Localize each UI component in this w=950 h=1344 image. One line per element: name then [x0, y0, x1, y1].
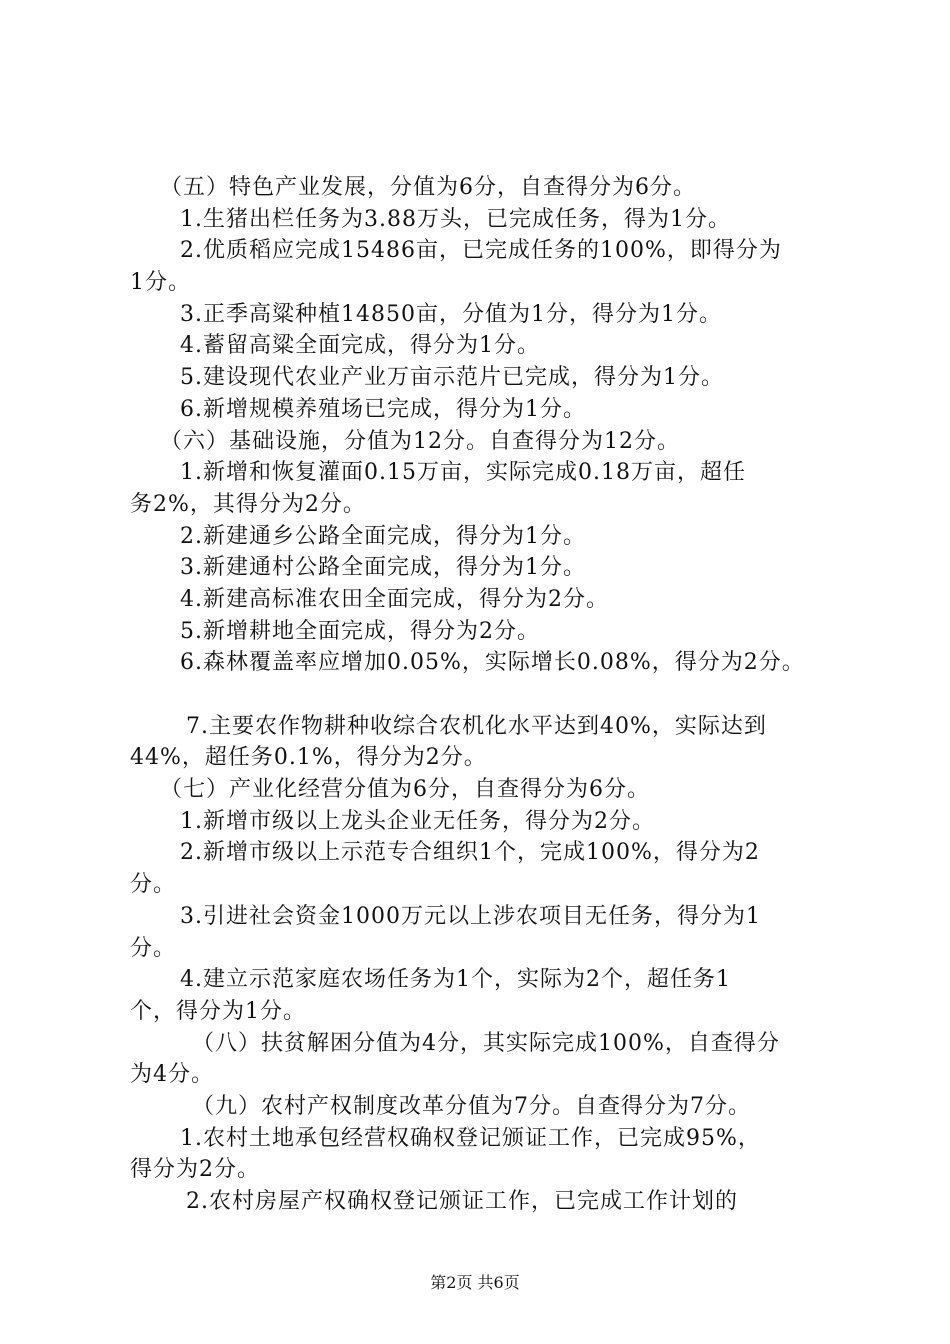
list-item: 4.蓄留高粱全面完成，得分为1分。 [180, 333, 540, 359]
list-item: 2.农村房屋产权确权登记颁证工作，已完成工作计划的 [186, 1189, 738, 1214]
blank-line [130, 679, 830, 711]
list-item: 4.新建高标准农田全面完成，得分为2分。 [180, 586, 609, 612]
list-item: 1.新增和恢复灌面0.15万亩，实际完成0.18万亩，超任 [180, 460, 746, 486]
list-item: 2.优质稻应完成15486亩，已完成任务的100%，即得分为 [180, 238, 782, 264]
list-item-continuation: 1分。 [130, 270, 191, 296]
document-body [130, 172, 830, 1218]
list-item: 3.新建通村公路全面完成，得分为1分。 [180, 555, 586, 581]
list-item-continuation: 分。 [130, 872, 177, 898]
list-item: 5.建设现代农业产业万亩示范片已完成，得分为1分。 [180, 365, 724, 391]
section-heading-continuation: 为4分。 [130, 1062, 214, 1088]
list-item-continuation: 个，得分为1分。 [130, 998, 306, 1024]
section-heading: （六）基础设施，分值为12分。自查得分为12分。 [160, 428, 680, 454]
list-item: 6.新增规模养殖场已完成，得分为1分。 [180, 396, 586, 422]
list-item: 5.新增耕地全面完成，得分为2分。 [180, 618, 540, 644]
list-item: 1.生猪出栏任务为3.88万头，已完成任务，得为1分。 [180, 206, 731, 232]
section-heading: （五）特色产业发展，分值为6分，自查得分为6分。 [160, 175, 696, 200]
list-item-continuation: 务2%，其得分为2分。 [130, 491, 366, 517]
list-item: 3.正季高粱种植14850亩，分值为1分，得分为1分。 [180, 301, 722, 327]
list-item: 2.新增市级以上示范专合组织1个，完成100%，得分为2 [180, 840, 760, 866]
list-item: 1.新增市级以上龙头企业无任务，得分为2分。 [180, 808, 655, 834]
list-item: 4.建立示范家庭农场任务为1个，实际为2个，超任务1 [180, 967, 731, 993]
list-item-continuation: 44%，超任务0.1%，得分为2分。 [130, 745, 487, 771]
page-footer: 第2页 共6页 [430, 1273, 520, 1292]
section-heading: （八）扶贫解困分值为4分，其实际完成100%，自查得分 [192, 1030, 780, 1056]
section-heading: （九）农村产权制度改革分值为7分。自查得分为7分。 [192, 1093, 751, 1119]
list-item-continuation: 分。 [130, 935, 177, 961]
list-item: 2.新建通乡公路全面完成，得分为1分。 [180, 523, 586, 549]
list-item-continuation: 得分为2分。 [130, 1157, 260, 1183]
list-item: 1.农村土地承包经营权确权登记颁证工作，已完成95%， [180, 1125, 761, 1151]
section-heading: （七）产业化经营分值为6分，自查得分为6分。 [160, 777, 650, 803]
list-item: 6.森林覆盖率应增加0.05%，实际增长0.08%，得分为2分。 [180, 650, 805, 676]
list-item: 3.引进社会资金1000万元以上涉农项目无任务，得分为1 [180, 903, 761, 929]
list-item: 7.主要农作物耕种收综合农机化水平达到40%，实际达到 [186, 713, 767, 739]
